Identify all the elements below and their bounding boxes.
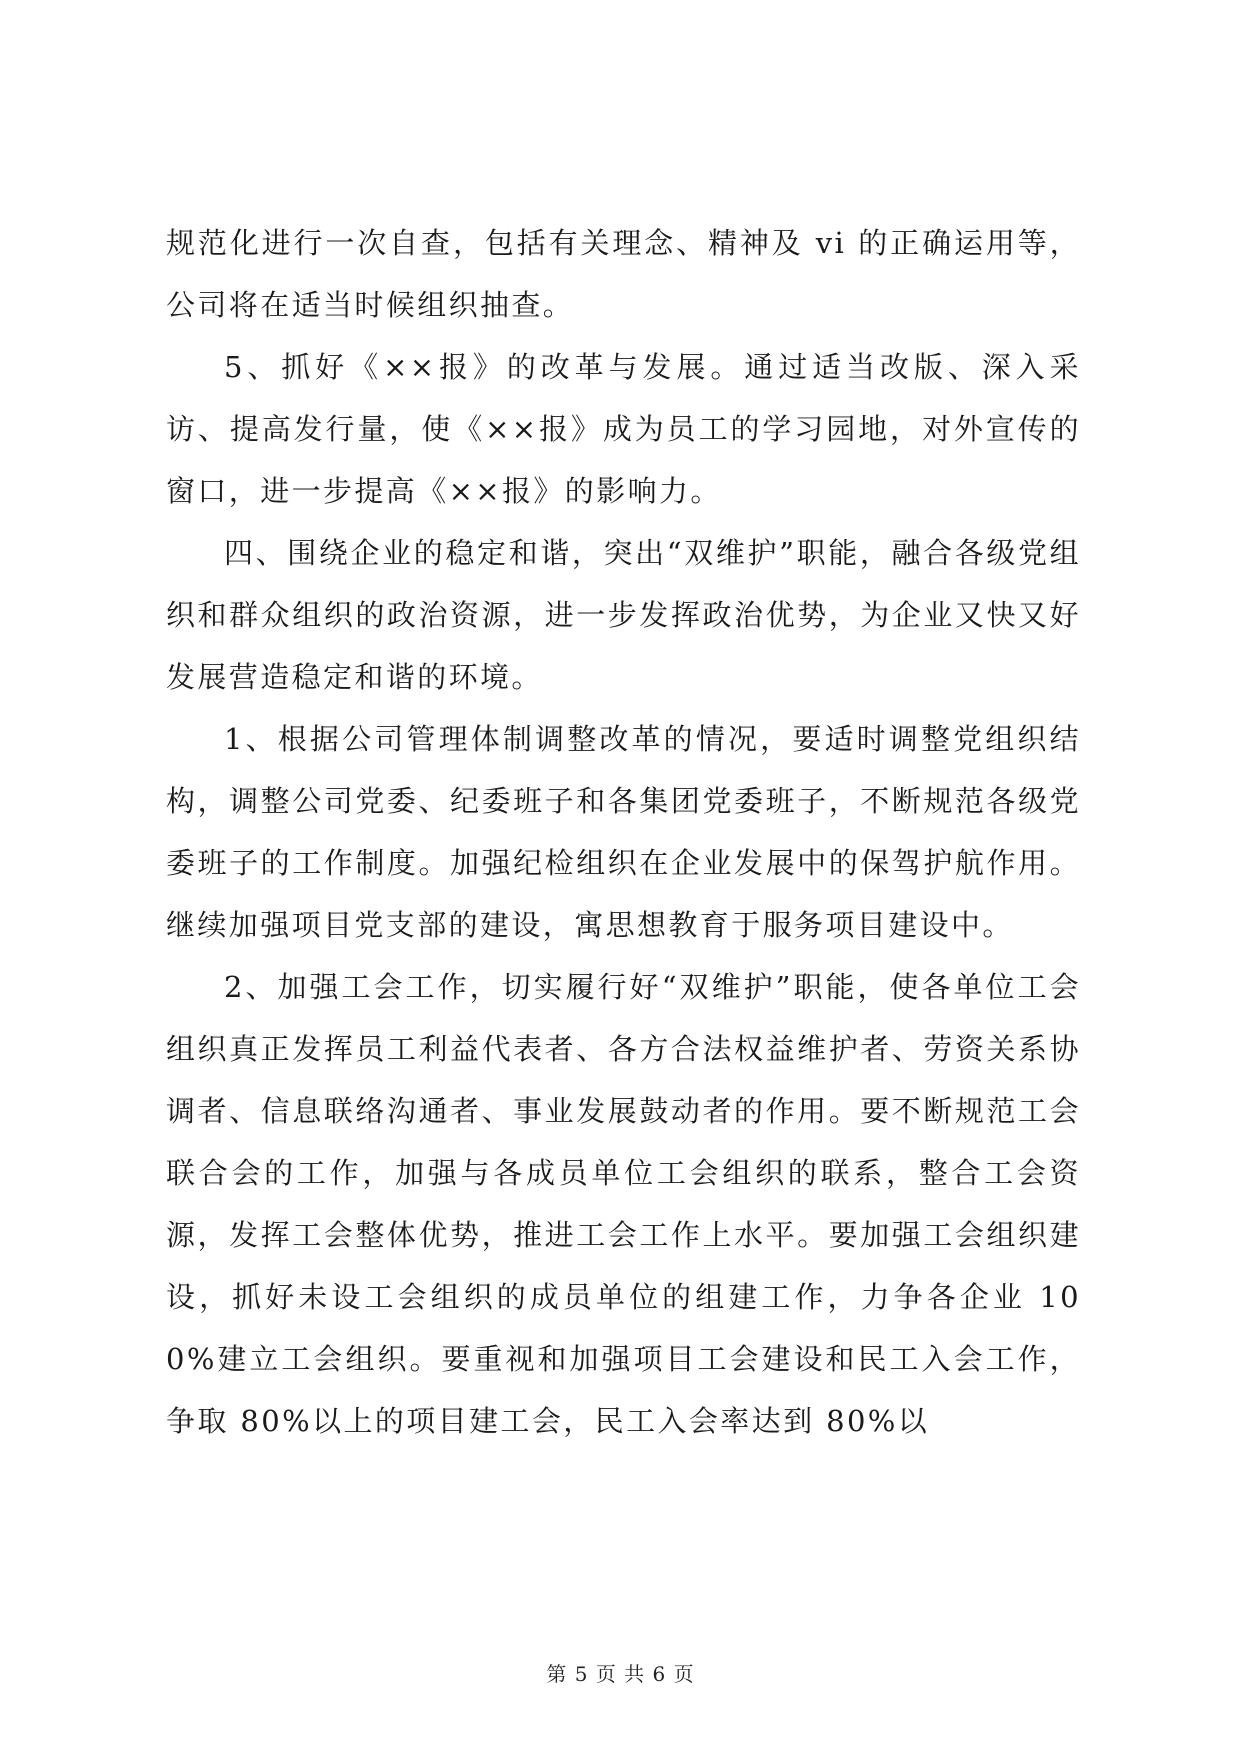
page-footer: 第 5 页 共 6 页 bbox=[546, 1662, 695, 1686]
document-body bbox=[166, 212, 1081, 1452]
paragraph-item-1: 1、根据公司管理体制调整改革的情况，要适时调整党组织结构，调整公司党委、纪委班子和各集团党委班子，不断规范各级党委班子的工作制度。加强纪检组织在企业发展中的保驾护航作用。继续加强项目党支部的建设，寓思想教育于服务项目建设中。 bbox=[166, 722, 1081, 942]
paragraph-continuation: 规范化进行一次自查，包括有关理念、精神及 vi 的正确运用等，公司将在适当时候组织抽查。 bbox=[166, 226, 1081, 322]
paragraph-section-4: 四、围绕企业的稳定和谐，突出“双维护”职能，融合各级党组织和群众组织的政治资源，进一步发挥政治优势，为企业又快又好发展营造稳定和谐的环境。 bbox=[166, 536, 1081, 694]
paragraph-item-2: 2、加强工会工作，切实履行好“双维护”职能，使各单位工会组织真正发挥员工利益代表者、各方合法权益维护者、劳资关系协调者、信息联络沟通者、事业发展鼓动者的作用。要不断规范工会联合会的工作，加强与各成员单位工会组织的联系，整合工会资源，发挥工会整体优势，推进工会工作上水平。要加强工会组织建设，抓好未设工会组织的成员单位的组建工作，力争各企业 100%建立工会组织。要重视和加强项目工会建设和民工入会工作，争取 80%以上的项目建工会，民工入会率达到 80%以 bbox=[166, 970, 1081, 1438]
paragraph-item-5: 5、抓好《××报》的改革与发展。通过适当改版、深入采访、提高发行量，使《××报》成为员工的学习园地，对外宣传的窗口，进一步提高《××报》的影响力。 bbox=[166, 350, 1081, 508]
